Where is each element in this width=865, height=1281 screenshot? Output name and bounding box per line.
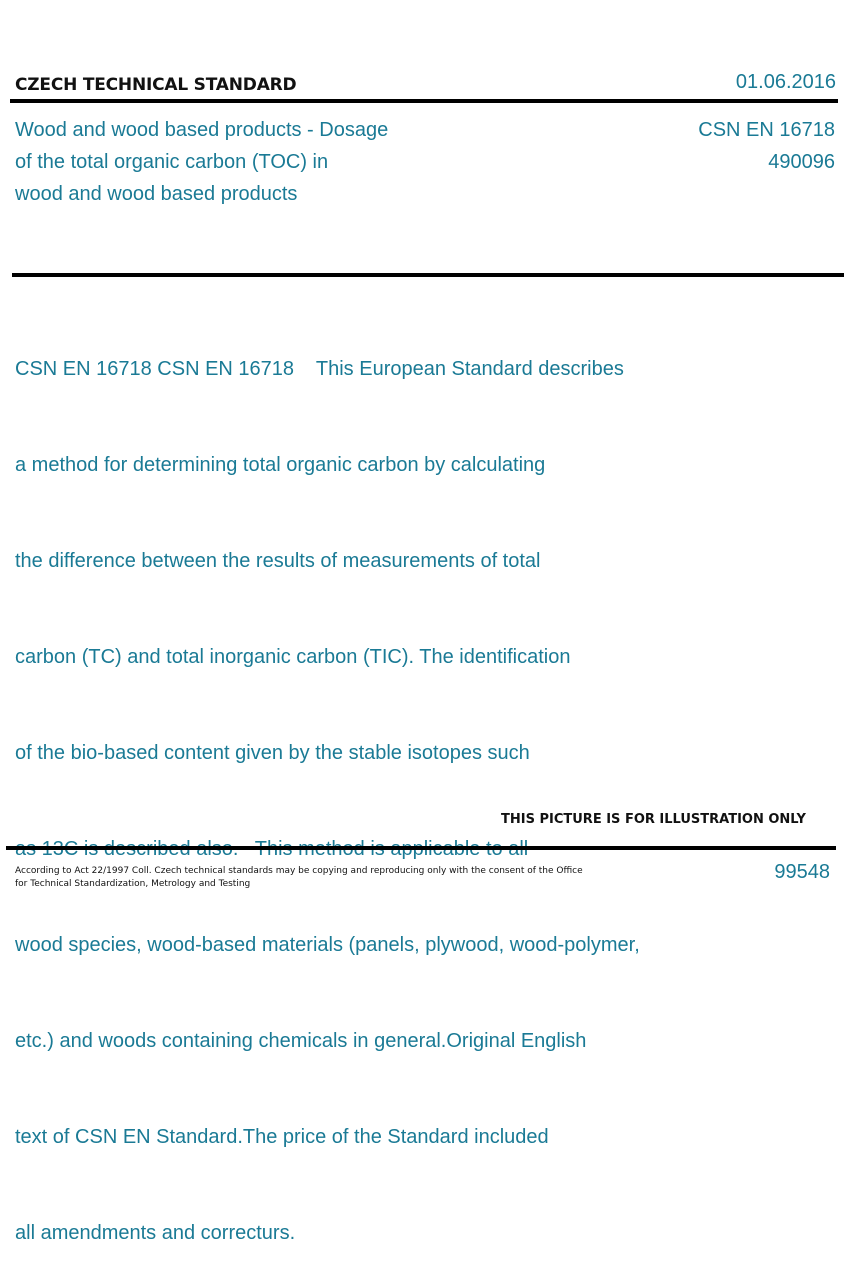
description-line: wood species, wood-based materials (panels, plywood, wood-polymer, [15,934,640,956]
standard-title-line: wood and wood based products [15,183,298,205]
standard-title-line: Wood and wood based products - Dosage [15,119,389,141]
standard-description [15,289,640,1281]
description-line: of the bio-based content given by the stable isotopes such [15,742,530,764]
footer-divider [6,846,836,850]
legal-notice [15,865,583,891]
document-number: 99548 [774,861,830,883]
description-line: carbon (TC) and total inorganic carbon (TIC). The identification [15,646,571,668]
description-line: CSN EN 16718 CSN EN 16718 This European Standard describes [15,358,624,380]
publication-date: 01.06.2016 [735,71,836,93]
description-line: a method for determining total organic carbon by calculating [15,454,546,476]
description-line: the difference between the results of measurements of total [15,550,541,572]
catalog-number: 490096 [768,151,835,173]
description-line: etc.) and woods containing chemicals in general.Original English [15,1030,587,1052]
illustration-note: THIS PICTURE IS FOR ILLUSTRATION ONLY [501,812,806,827]
standard-title [15,114,388,210]
description-line: all amendments and correcturs. [15,1222,296,1244]
standard-title-line: of the total organic carbon (TOC) in [15,151,329,173]
title-divider [12,273,844,277]
legal-notice-line: According to Act 22/1997 Coll. Czech technical standards may be copying and reproducing only with the consent of the Office [15,866,583,876]
header-divider [10,99,838,103]
legal-notice-line: for Technical Standardization, Metrology and Testing [15,879,251,889]
standard-code: CSN EN 16718 [698,119,835,141]
document-header-title: CZECH TECHNICAL STANDARD [15,75,297,95]
description-line: text of CSN EN Standard.The price of the Standard included [15,1126,549,1148]
standard-identifiers [698,114,835,178]
